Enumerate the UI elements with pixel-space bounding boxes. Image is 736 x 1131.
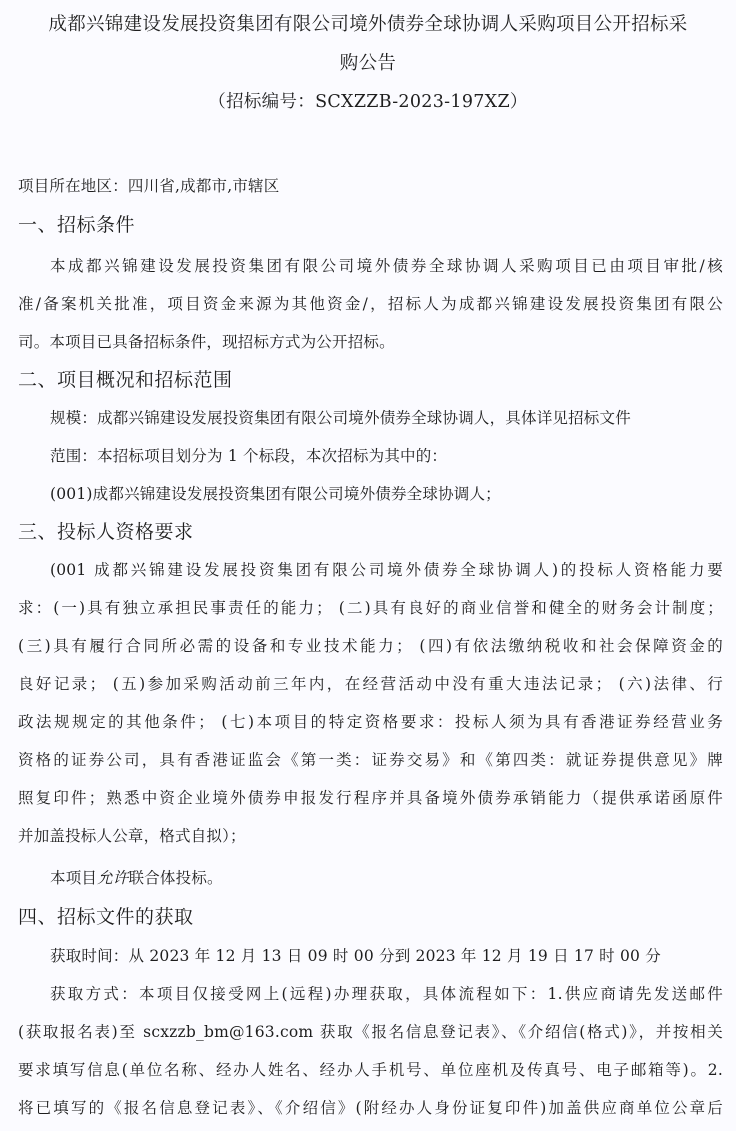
section3-line6: 资格的证券公司，具有香港证监会《第一类：证券交易》和《第四类：就证券提供意见》牌 (18, 751, 723, 769)
document-title-line1: 成都兴锦建设发展投资集团有限公司境外债券全球协调人采购项目公开招标采 (48, 14, 688, 35)
section-heading-obtain-documents: 四、招标文件的获取 (18, 906, 194, 928)
section2-scope: 范围：本招标项目划分为 1 个标段，本次招标为其中的： (50, 447, 448, 465)
consortium-prefix: 本项目 (50, 869, 98, 887)
section4-obtain-time: 获取时间：从 2023 年 12 月 13 日 09 时 00 分到 2023 年 12 月 19 日 17 时 00 分 (50, 947, 661, 965)
section3-line2: 求：(一)具有独立承担民事责任的能力； (二)具有良好的商业信誉和健全的财务会计制度； (18, 599, 723, 617)
section3-line7: 照复印件；熟悉中资企业境外债券申报发行程序并具备境外债券承销能力（提供承诺函原件 (18, 789, 723, 807)
section3-line4: 良好记录； (五)参加采购活动前三年内，在经营活动中没有重大违法记录； (六)法律、行 (18, 675, 723, 693)
section1-line1: 本成都兴锦建设发展投资集团有限公司境外债券全球协调人采购项目已由项目审批/核 (50, 257, 723, 275)
tender-number: （招标编号：SCXZZB-2023-197XZ） (208, 92, 528, 112)
section4-obtain-method-line4: 将已填写的《报名信息登记表》、《介绍信》(附经办人身份证复印件)加盖供应商单位公章后 (18, 1099, 723, 1117)
section4-obtain-method-line2: (获取报名表)至 scxzzb_bm@163.com 获取《报名信息登记表》、《介绍信(格式)》，并按相关 (18, 1023, 723, 1041)
section-heading-bidder-qualifications: 三、投标人资格要求 (18, 521, 194, 543)
section3-line1: (001 成都兴锦建设发展投资集团有限公司境外债券全球协调人)的投标人资格能力要 (50, 561, 723, 579)
project-region: 项目所在地区：四川省,成都市,市辖区 (18, 177, 280, 195)
section-heading-project-overview: 二、项目概况和招标范围 (18, 369, 233, 391)
section4-obtain-method-line3: 要求填写信息(单位名称、经办人姓名、经办人手机号、单位座机及传真号、电子邮箱等)。2. (18, 1061, 723, 1079)
section3-line3: (三)具有履行合同所必需的设备和专业技术能力； (四)有依法缴纳税收和社会保障资金的 (18, 637, 723, 655)
section4-obtain-method-line1: 获取方式：本项目仅接受网上(远程)办理获取，具体流程如下：1.供应商请先发送邮件 (50, 985, 723, 1003)
consortium-emphasis: 允许 (97, 869, 129, 887)
consortium-statement (50, 868, 736, 888)
document-title-line2: 购公告 (339, 53, 397, 74)
section-heading-tender-conditions: 一、招标条件 (18, 214, 136, 236)
section1-line2: 准/备案机关批准，项目资金来源为其他资金/，招标人为成都兴锦建设发展投资集团有限公 (18, 295, 723, 313)
section2-lot-001: (001)成都兴锦建设发展投资集团有限公司境外债券全球协调人； (50, 485, 501, 503)
consortium-suffix: 联合体投标。 (128, 869, 223, 887)
section3-line8: 并加盖投标人公章，格式自拟）； (18, 827, 246, 845)
section3-line5: 政法规规定的其他条件； (七)本项目的特定资格要求：投标人须为具有香港证券经营业务 (18, 713, 723, 731)
section1-line3: 司。本项目已具备招标条件，现招标方式为公开招标。 (18, 333, 395, 351)
section2-scale: 规模：成都兴锦建设发展投资集团有限公司境外债券全球协调人，具体详见招标文件 (50, 409, 631, 427)
